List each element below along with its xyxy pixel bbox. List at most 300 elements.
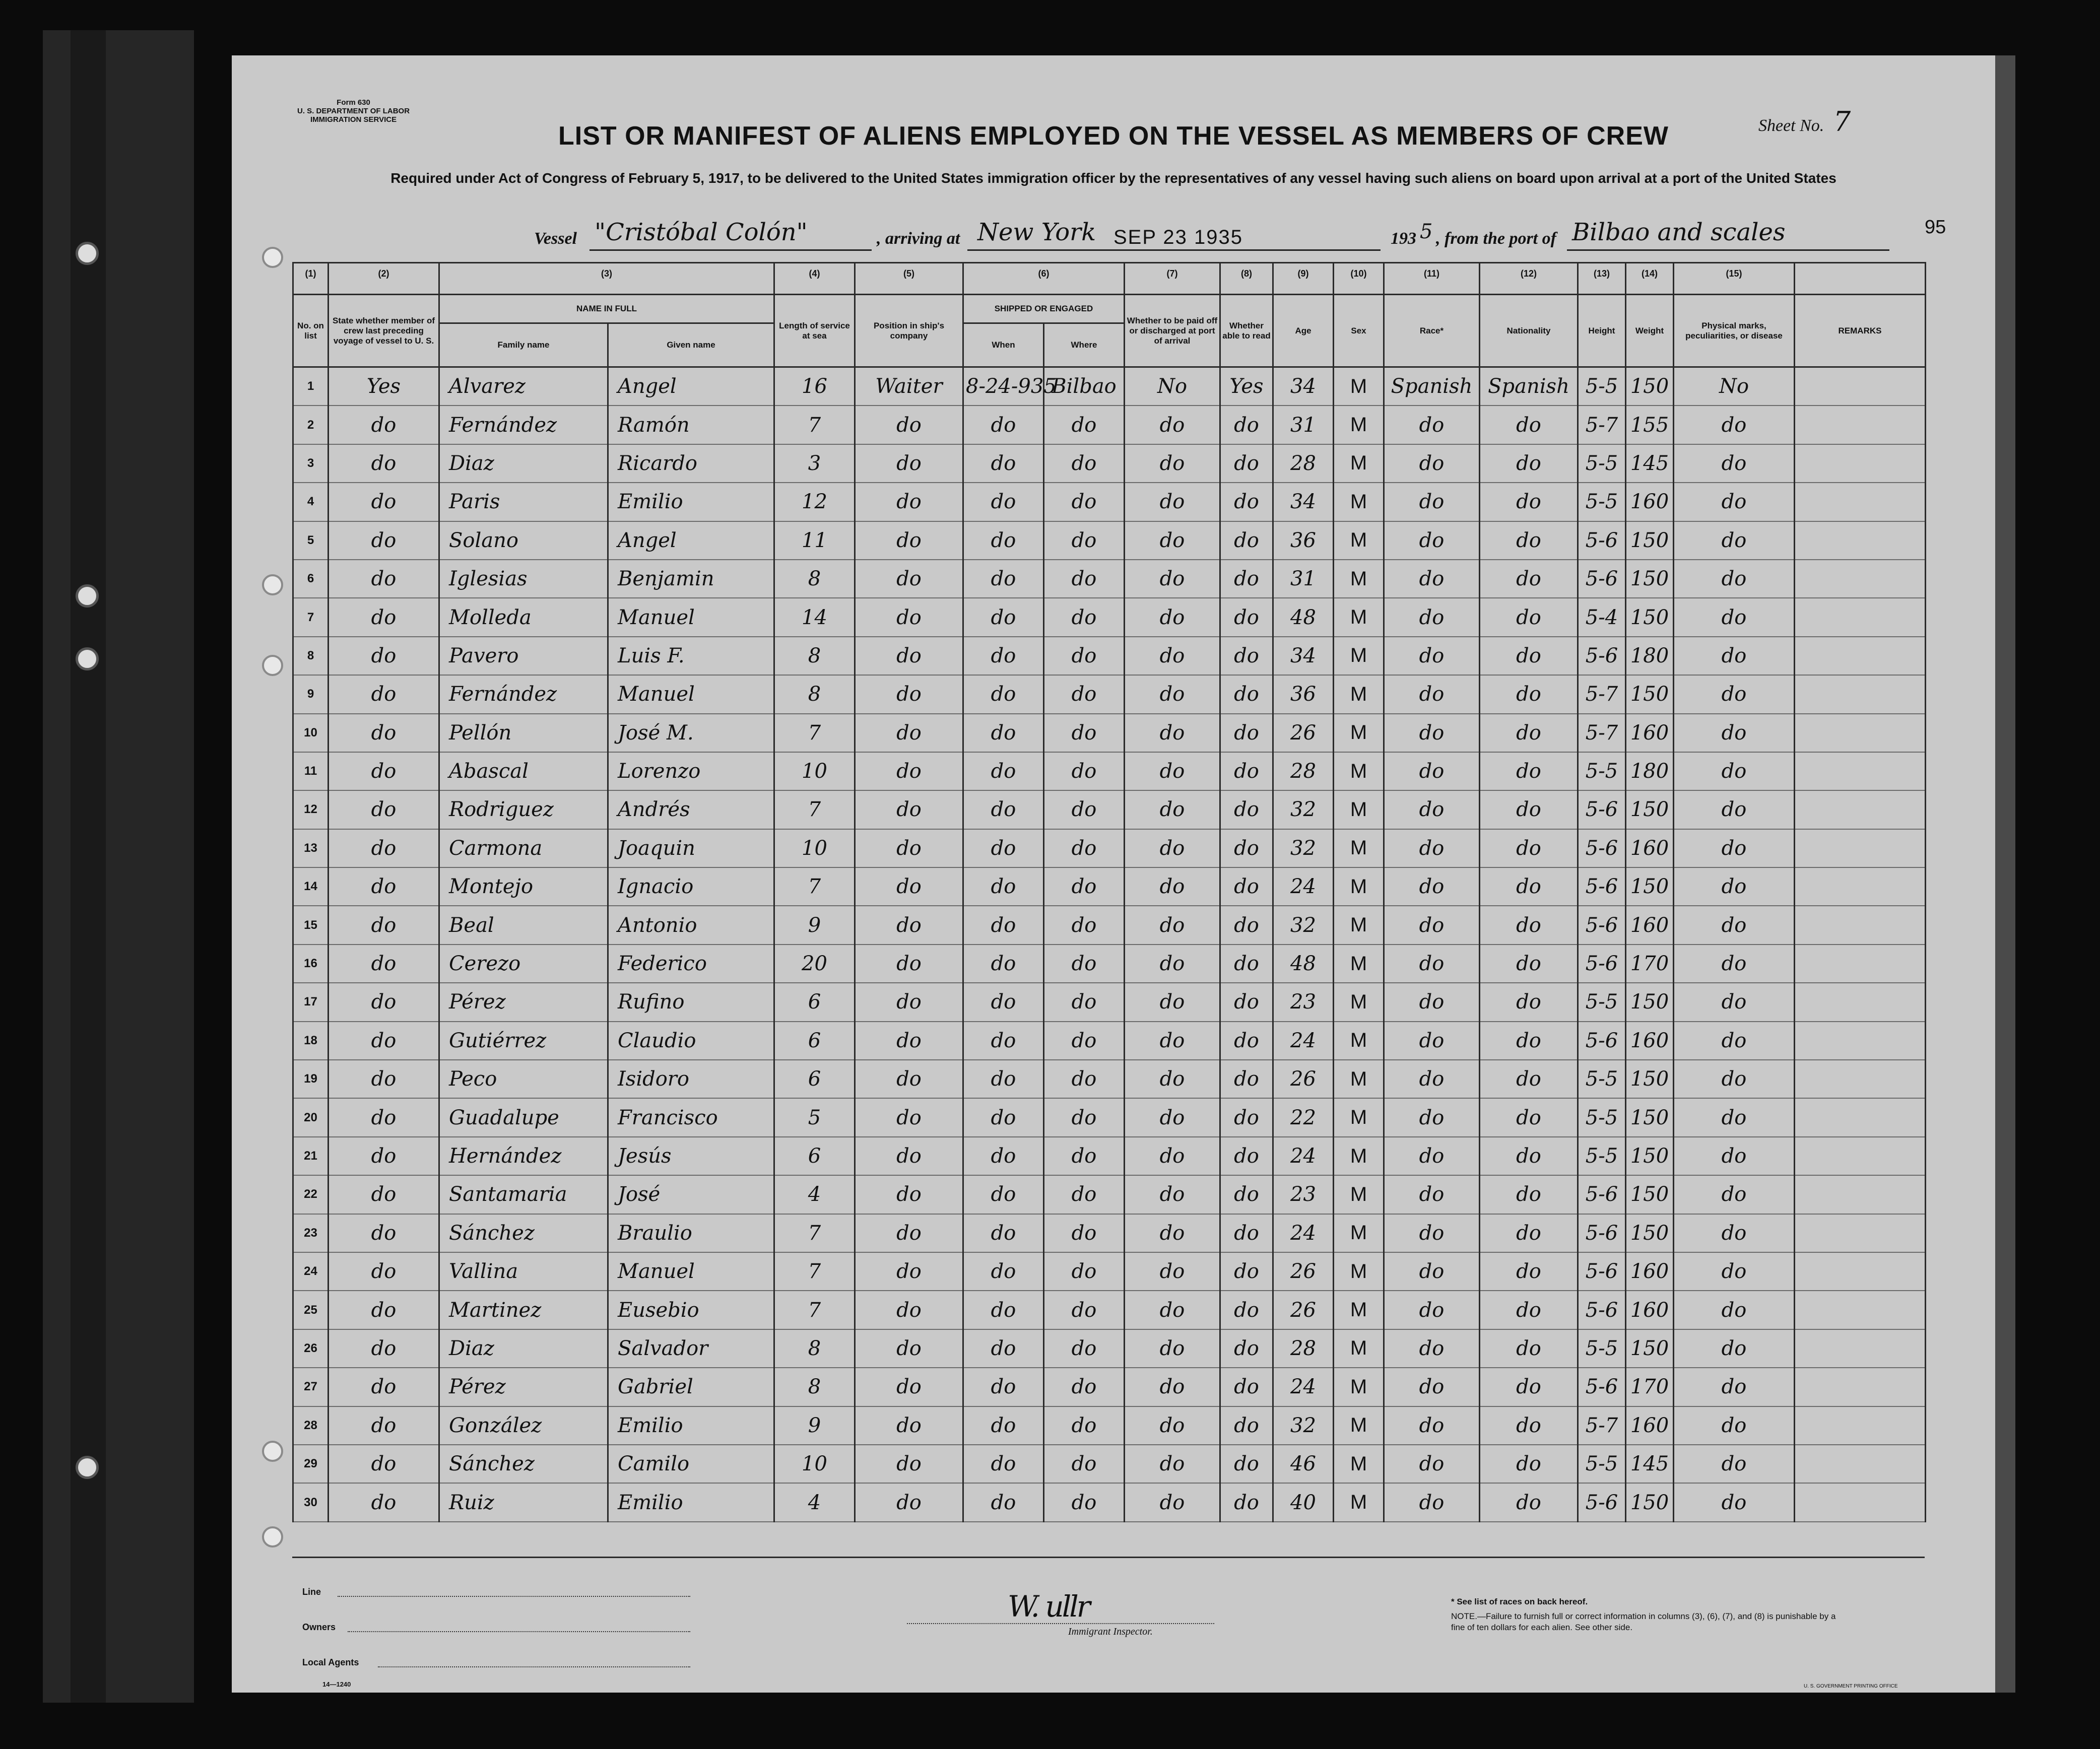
inspector-label: Immigrant Inspector. [1068,1626,1153,1637]
nationality-cell: do [1480,1406,1578,1445]
paid-off-cell: do [1125,1060,1220,1098]
physical-marks-cell: do [1674,1368,1795,1406]
row-number-cell: 21 [293,1137,329,1175]
length-of-service-cell: 3 [774,444,855,483]
length-of-service-cell: 8 [774,1329,855,1368]
remarks-cell [1795,1445,1926,1483]
position-cell: do [855,867,963,906]
nationality-cell: Spanish [1480,367,1578,406]
shipped-where-cell: do [1044,714,1125,752]
row-number-cell: 13 [293,829,329,867]
shipped-when-cell: do [963,1406,1044,1445]
manifest-sheet [232,55,1995,1693]
shipped-where-cell: do [1044,790,1125,829]
given-name-cell: Benjamin [608,560,774,598]
table-row [293,598,1926,636]
prev-voyage-cell: do [329,1214,439,1252]
binder-ring [76,647,99,670]
physical-marks-cell: do [1674,790,1795,829]
nationality-cell: do [1480,675,1578,713]
col-number: (9) [1273,263,1334,295]
length-of-service-cell: 7 [774,714,855,752]
length-of-service-cell: 7 [774,1214,855,1252]
table-row [293,560,1926,598]
shipped-where-cell: do [1044,1214,1125,1252]
paid-off-cell: do [1125,560,1220,598]
prev-voyage-cell: do [329,637,439,675]
physical-marks-cell: do [1674,1406,1795,1445]
position-cell: do [855,560,963,598]
position-cell: do [855,1445,963,1483]
prev-voyage-cell: do [329,867,439,906]
sex-cell: M [1334,406,1384,444]
height-cell: 5-6 [1578,1252,1626,1291]
sex-cell: M [1334,1175,1384,1214]
paid-off-cell: do [1125,1214,1220,1252]
paid-off-cell: do [1125,1098,1220,1136]
sex-cell: M [1334,829,1384,867]
physical-marks-cell: do [1674,1252,1795,1291]
paid-off-cell: do [1125,1175,1220,1214]
row-number-cell: 7 [293,598,329,636]
height-cell: 5-7 [1578,406,1626,444]
race-cell: do [1384,1022,1480,1060]
from-label: , from the port of [1436,229,1556,248]
col-number-blank [1795,263,1926,295]
physical-marks-cell: do [1674,675,1795,713]
agents-label: Local Agents [302,1657,359,1667]
race-cell: do [1384,1060,1480,1098]
nationality-cell: do [1480,752,1578,790]
weight-cell: 145 [1626,444,1674,483]
able-to-read-cell: do [1220,675,1273,713]
paid-off-cell: do [1125,1291,1220,1329]
race-cell: do [1384,829,1480,867]
weight-cell: 150 [1626,1175,1674,1214]
race-cell: do [1384,867,1480,906]
given-name-cell: Angel [608,367,774,406]
able-to-read-cell: do [1220,1252,1273,1291]
family-name-cell: Diaz [439,1329,608,1368]
height-cell: 5-5 [1578,752,1626,790]
able-to-read-cell: do [1220,406,1273,444]
length-of-service-cell: 10 [774,1445,855,1483]
shipped-when-cell: do [963,444,1044,483]
row-number-cell: 2 [293,406,329,444]
prev-voyage-cell: do [329,1175,439,1214]
crew-manifest-table [292,262,1926,1522]
able-to-read-cell: do [1220,521,1273,560]
height-cell: 5-5 [1578,483,1626,521]
page-title: LIST OR MANIFEST OF ALIENS EMPLOYED ON THE VESSEL AS MEMBERS OF CREW [558,121,1669,151]
remarks-cell [1795,790,1926,829]
race-cell: do [1384,1098,1480,1136]
height-cell: 5-5 [1578,983,1626,1021]
physical-marks-cell: do [1674,1329,1795,1368]
header-prev-voyage: State whether member of crew last preceding voyage of vessel to U. S. [329,295,439,367]
able-to-read-cell: do [1220,1098,1273,1136]
position-cell: do [855,829,963,867]
prev-voyage-cell: do [329,444,439,483]
given-name-cell: Manuel [608,675,774,713]
table-row [293,637,1926,675]
physical-marks-cell: do [1674,637,1795,675]
length-of-service-cell: 11 [774,521,855,560]
length-of-service-cell: 16 [774,367,855,406]
department: U. S. DEPARTMENT OF LABOR [297,107,410,115]
position-cell: do [855,675,963,713]
physical-marks-cell: do [1674,983,1795,1021]
binder-ring [76,242,99,265]
shipped-where-cell: do [1044,945,1125,983]
remarks-cell [1795,906,1926,944]
nationality-cell: do [1480,637,1578,675]
family-name-cell: Rodriguez [439,790,608,829]
age-cell: 22 [1273,1098,1334,1136]
race-cell: do [1384,1214,1480,1252]
length-of-service-cell: 6 [774,1060,855,1098]
prev-voyage-cell: do [329,714,439,752]
family-name-cell: Pellón [439,714,608,752]
paid-off-cell: do [1125,867,1220,906]
able-to-read-cell: do [1220,867,1273,906]
paid-off-cell: do [1125,1406,1220,1445]
height-cell: 5-6 [1578,1022,1626,1060]
prev-voyage-cell: do [329,1445,439,1483]
line-label: Line [302,1587,321,1597]
paid-off-cell: No [1125,367,1220,406]
sheet-number-label: Sheet No. [1758,116,1824,135]
prev-voyage-cell: do [329,829,439,867]
age-cell: 36 [1273,675,1334,713]
age-cell: 24 [1273,1137,1334,1175]
table-row [293,867,1926,906]
remarks-cell [1795,637,1926,675]
given-name-cell: José M. [608,714,774,752]
shipped-when-cell: do [963,483,1044,521]
remarks-cell [1795,1252,1926,1291]
nationality-cell: do [1480,1368,1578,1406]
binder-spine [71,30,106,1703]
row-number-cell: 12 [293,790,329,829]
height-cell: 5-6 [1578,945,1626,983]
shipped-where-cell: do [1044,444,1125,483]
row-number-cell: 11 [293,752,329,790]
physical-marks-cell: do [1674,483,1795,521]
sex-cell: M [1334,483,1384,521]
family-name-cell: Abascal [439,752,608,790]
nationality-cell: do [1480,1214,1578,1252]
position-cell: do [855,444,963,483]
shipped-when-cell: do [963,1329,1044,1368]
remarks-cell [1795,521,1926,560]
remarks-cell [1795,483,1926,521]
position-cell: do [855,521,963,560]
header-sex: Sex [1334,295,1384,367]
height-cell: 5-6 [1578,790,1626,829]
height-cell: 5-6 [1578,521,1626,560]
shipped-where-cell: do [1044,483,1125,521]
nationality-cell: do [1480,1252,1578,1291]
shipped-where-cell: do [1044,1022,1125,1060]
nationality-cell: do [1480,1291,1578,1329]
remarks-cell [1795,983,1926,1021]
given-name-cell: Francisco [608,1098,774,1136]
table-row [293,983,1926,1021]
prev-voyage-cell: do [329,790,439,829]
paid-off-cell: do [1125,906,1220,944]
sex-cell: M [1334,1252,1384,1291]
remarks-cell [1795,714,1926,752]
remarks-cell [1795,675,1926,713]
weight-cell: 150 [1626,1060,1674,1098]
shipped-where-cell: do [1044,867,1125,906]
able-to-read-cell: do [1220,983,1273,1021]
length-of-service-cell: 7 [774,867,855,906]
table-row [293,1368,1926,1406]
position-cell: Waiter [855,367,963,406]
position-cell: do [855,1368,963,1406]
age-cell: 26 [1273,1252,1334,1291]
shipped-when-cell: do [963,1291,1044,1329]
table-row [293,483,1926,521]
physical-marks-cell: do [1674,1060,1795,1098]
family-name-cell: Peco [439,1060,608,1098]
sex-cell: M [1334,1445,1384,1483]
nationality-cell: do [1480,521,1578,560]
height-cell: 5-6 [1578,1175,1626,1214]
race-cell: do [1384,675,1480,713]
prev-voyage-cell: do [329,560,439,598]
height-cell: 5-5 [1578,1137,1626,1175]
paid-off-cell: do [1125,1137,1220,1175]
height-cell: 5-5 [1578,367,1626,406]
agents-field [378,1666,690,1667]
position-cell: do [855,1252,963,1291]
remarks-cell [1795,560,1926,598]
race-cell: do [1384,637,1480,675]
shipped-where-cell: do [1044,1060,1125,1098]
race-cell: do [1384,790,1480,829]
physical-marks-cell: do [1674,1483,1795,1521]
signature-line [907,1623,1214,1624]
race-cell: do [1384,406,1480,444]
shipped-when-cell: do [963,560,1044,598]
prev-voyage-cell: do [329,1406,439,1445]
form-meta [297,98,410,124]
age-cell: 24 [1273,1368,1334,1406]
family-name-cell: Pavero [439,637,608,675]
shipped-when-cell: do [963,675,1044,713]
col-number: (12) [1480,263,1578,295]
height-cell: 5-6 [1578,1291,1626,1329]
remarks-cell [1795,945,1926,983]
arriving-label: , arriving at [877,229,960,248]
form-number: Form 630 [337,98,370,107]
age-cell: 23 [1273,1175,1334,1214]
physical-marks-cell: do [1674,1137,1795,1175]
row-number-cell: 25 [293,1291,329,1329]
able-to-read-cell: do [1220,444,1273,483]
race-cell: do [1384,1445,1480,1483]
sex-cell: M [1334,1098,1384,1136]
position-cell: do [855,1137,963,1175]
paid-off-cell: do [1125,829,1220,867]
length-of-service-cell: 6 [774,1137,855,1175]
prev-voyage-cell: do [329,521,439,560]
shipped-where-cell: do [1044,983,1125,1021]
shipped-where-cell: do [1044,1098,1125,1136]
prev-voyage-cell: do [329,1060,439,1098]
prev-voyage-cell: do [329,983,439,1021]
paid-off-cell: do [1125,675,1220,713]
race-cell: do [1384,1368,1480,1406]
shipped-where-cell: do [1044,1368,1125,1406]
remarks-cell [1795,1060,1926,1098]
header-height: Height [1578,295,1626,367]
able-to-read-cell: do [1220,1406,1273,1445]
length-of-service-cell: 10 [774,752,855,790]
header-shipped: SHIPPED OR ENGAGED [963,295,1125,323]
shipped-where-cell: do [1044,406,1125,444]
col-number: (10) [1334,263,1384,295]
height-cell: 5-5 [1578,1329,1626,1368]
family-name-cell: Sánchez [439,1445,608,1483]
race-cell: do [1384,983,1480,1021]
given-name-cell: Emilio [608,483,774,521]
length-of-service-cell: 6 [774,983,855,1021]
height-cell: 5-6 [1578,906,1626,944]
able-to-read-cell: do [1220,714,1273,752]
position-cell: do [855,1329,963,1368]
row-number-cell: 20 [293,1098,329,1136]
arrival-port: New York [977,218,1096,246]
shipped-where-cell: do [1044,1445,1125,1483]
length-of-service-cell: 6 [774,1022,855,1060]
age-cell: 34 [1273,367,1334,406]
age-cell: 46 [1273,1445,1334,1483]
race-cell: do [1384,752,1480,790]
race-cell: do [1384,945,1480,983]
nationality-cell: do [1480,1175,1578,1214]
given-name-cell: Joaquin [608,829,774,867]
age-cell: 28 [1273,1329,1334,1368]
sex-cell: M [1334,906,1384,944]
sex-cell: M [1334,560,1384,598]
row-number-cell: 15 [293,906,329,944]
able-to-read-cell: do [1220,483,1273,521]
position-cell: do [855,983,963,1021]
position-cell: do [855,406,963,444]
weight-cell: 170 [1626,945,1674,983]
nationality-cell: do [1480,444,1578,483]
able-to-read-cell: do [1220,1022,1273,1060]
row-number-cell: 18 [293,1022,329,1060]
weight-cell: 150 [1626,560,1674,598]
prev-voyage-cell: do [329,598,439,636]
shipped-when-cell: do [963,752,1044,790]
nationality-cell: do [1480,1329,1578,1368]
col-number: (1) [293,263,329,295]
row-number-cell: 23 [293,1214,329,1252]
nationality-cell: do [1480,1137,1578,1175]
shipped-when-cell: do [963,1175,1044,1214]
given-name-cell: Andrés [608,790,774,829]
weight-cell: 150 [1626,521,1674,560]
year-prefix: 193 [1391,229,1416,248]
col-number: (13) [1578,263,1626,295]
height-cell: 5-6 [1578,560,1626,598]
nationality-cell: do [1480,906,1578,944]
given-name-cell: Luis F. [608,637,774,675]
header-where: Where [1044,323,1125,367]
able-to-read-cell: do [1220,1368,1273,1406]
paid-off-cell: do [1125,406,1220,444]
physical-marks-cell: do [1674,867,1795,906]
given-name-cell: Ricardo [608,444,774,483]
position-cell: do [855,714,963,752]
sex-cell: M [1334,1329,1384,1368]
shipped-when-cell: do [963,1445,1044,1483]
given-name-cell: Braulio [608,1214,774,1252]
sex-cell: M [1334,1368,1384,1406]
given-name-cell: Federico [608,945,774,983]
row-number-cell: 3 [293,444,329,483]
age-cell: 28 [1273,444,1334,483]
prev-voyage-cell: do [329,1098,439,1136]
position-cell: do [855,945,963,983]
row-number-cell: 30 [293,1483,329,1521]
col-number: (14) [1626,263,1674,295]
given-name-cell: Ignacio [608,867,774,906]
age-cell: 32 [1273,829,1334,867]
sex-cell: M [1334,444,1384,483]
position-cell: do [855,906,963,944]
row-number-cell: 1 [293,367,329,406]
paid-off-cell: do [1125,714,1220,752]
nationality-cell: do [1480,598,1578,636]
shipped-where-cell: do [1044,521,1125,560]
binder-ring [76,1456,99,1479]
remarks-cell [1795,444,1926,483]
able-to-read-cell: do [1220,560,1273,598]
header-race: Race* [1384,295,1480,367]
col-number: (8) [1220,263,1273,295]
weight-cell: 180 [1626,637,1674,675]
family-name-cell: Pérez [439,1368,608,1406]
paid-off-cell: do [1125,983,1220,1021]
nationality-cell: do [1480,867,1578,906]
height-cell: 5-6 [1578,1214,1626,1252]
table-row [293,945,1926,983]
given-name-cell: Emilio [608,1483,774,1521]
paid-off-cell: do [1125,1329,1220,1368]
binder-background [43,30,194,1703]
remarks-cell [1795,1022,1926,1060]
prev-voyage-cell: do [329,945,439,983]
nationality-cell: do [1480,1022,1578,1060]
row-number-cell: 22 [293,1175,329,1214]
given-name-cell: Emilio [608,1406,774,1445]
age-cell: 36 [1273,521,1334,560]
race-cell: do [1384,1137,1480,1175]
table-row [293,829,1926,867]
penalty-note: NOTE.—Failure to furnish full or correct information in columns (3), (6), (7), and (8) is punishable by a fine of ten dollars for each alien. See other side. [1451,1611,1836,1632]
vessel-label: Vessel [534,229,577,248]
weight-cell: 150 [1626,867,1674,906]
table-row [293,1252,1926,1291]
race-cell: do [1384,714,1480,752]
